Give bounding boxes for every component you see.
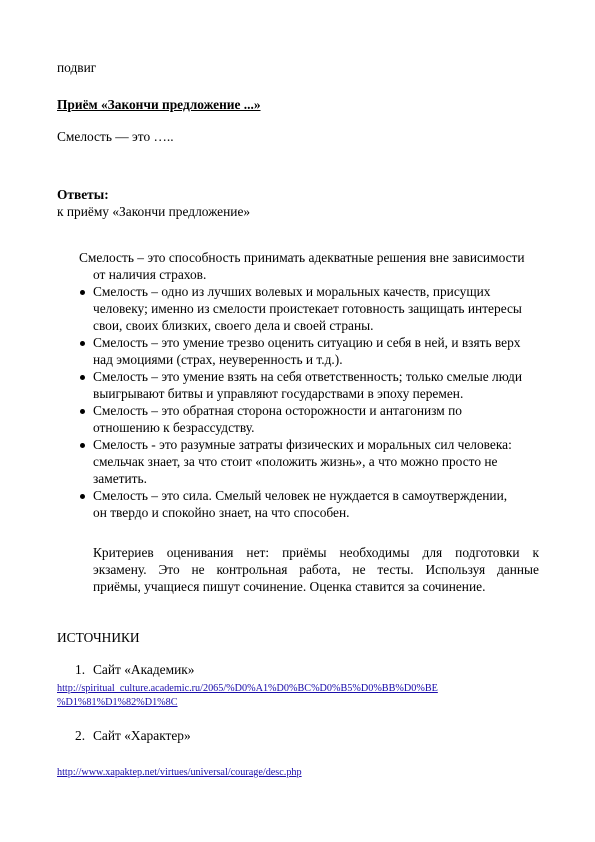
list-item-line: Смелость – одно из лучших волевых и моральных качеств, присущих <box>93 284 491 299</box>
bullet-icon <box>80 494 85 499</box>
bullet-icon <box>80 409 85 414</box>
source-link[interactable]: http://www.xapaktep.net/virtues/universal/courage/desc.php <box>57 767 302 778</box>
bullet-icon <box>80 341 85 346</box>
source-number: 2. <box>75 728 86 743</box>
source-number: 1. <box>75 662 86 677</box>
list-item-line: Смелость - это разумные затраты физических и моральных сил человека: <box>93 437 512 452</box>
list-item-line: он твердо и спокойно знает, на что способен. <box>93 505 350 520</box>
criteria-line-3: приёмы, учащиеся пишут сочинение. Оценка ставится за сочинение. <box>93 579 486 594</box>
technique-title: Приём «Закончи предложение ...» <box>57 97 261 112</box>
sources-heading: ИСТОЧНИКИ <box>57 630 140 645</box>
answers-subheading: к приёму «Закончи предложение» <box>57 204 251 219</box>
source-label: Сайт «Академик» <box>93 662 195 677</box>
list-item-line: смельчак знает, за что стоит «положить жизнь», а что можно просто не <box>93 454 498 469</box>
source-link-continuation[interactable]: %D1%81%D1%82%D1%8C <box>57 697 178 708</box>
intro-line-2: от наличия страхов. <box>93 267 207 282</box>
criteria-line-2: экзамену. Это не контрольная работа, не тесты. Используя данные <box>93 562 539 577</box>
list-item-line: отношению к безрассудству. <box>93 420 255 435</box>
prompt-line: Смелость — это ….. <box>57 129 174 144</box>
list-item-line: Смелость – это сила. Смелый человек не нуждается в самоутверждении, <box>93 488 508 503</box>
list-item-line: выигрывают битвы и управляют государствами в эпоху перемен. <box>93 386 464 401</box>
bullet-icon <box>80 290 85 295</box>
bullet-icon <box>80 375 85 380</box>
header-word: подвиг <box>57 60 97 75</box>
list-item-line: человеку; именно из смелости проистекает готовность защищать интересы <box>93 301 522 316</box>
bullet-icon <box>80 443 85 448</box>
list-item-line: заметить. <box>93 471 147 486</box>
list-item-line: Смелость – это умение взять на себя ответственность; только смелые люди <box>93 369 523 384</box>
intro-line-1: Смелость – это способность принимать адекватные решения вне зависимости <box>79 250 525 265</box>
list-item-line: Смелость – это умение трезво оценить ситуацию и себя в ней, и взять верх <box>93 335 521 350</box>
answers-heading: Ответы: <box>57 187 109 202</box>
list-item-line: над эмоциями (страх, неуверенность и т.д.). <box>93 352 343 367</box>
list-item-line: свои, своих близких, своего дела и своей страны. <box>93 318 374 333</box>
source-label: Сайт «Характер» <box>93 728 191 743</box>
list-item-line: Смелость – это обратная сторона осторожности и антагонизм по <box>93 403 462 418</box>
criteria-line-1: Критериев оценивания нет: приёмы необходимы для подготовки к <box>93 545 539 560</box>
source-link[interactable]: http://spiritual_culture.academic.ru/2065/%D0%A1%D0%BC%D0%B5%D0%BB%D0%BE <box>57 683 438 694</box>
